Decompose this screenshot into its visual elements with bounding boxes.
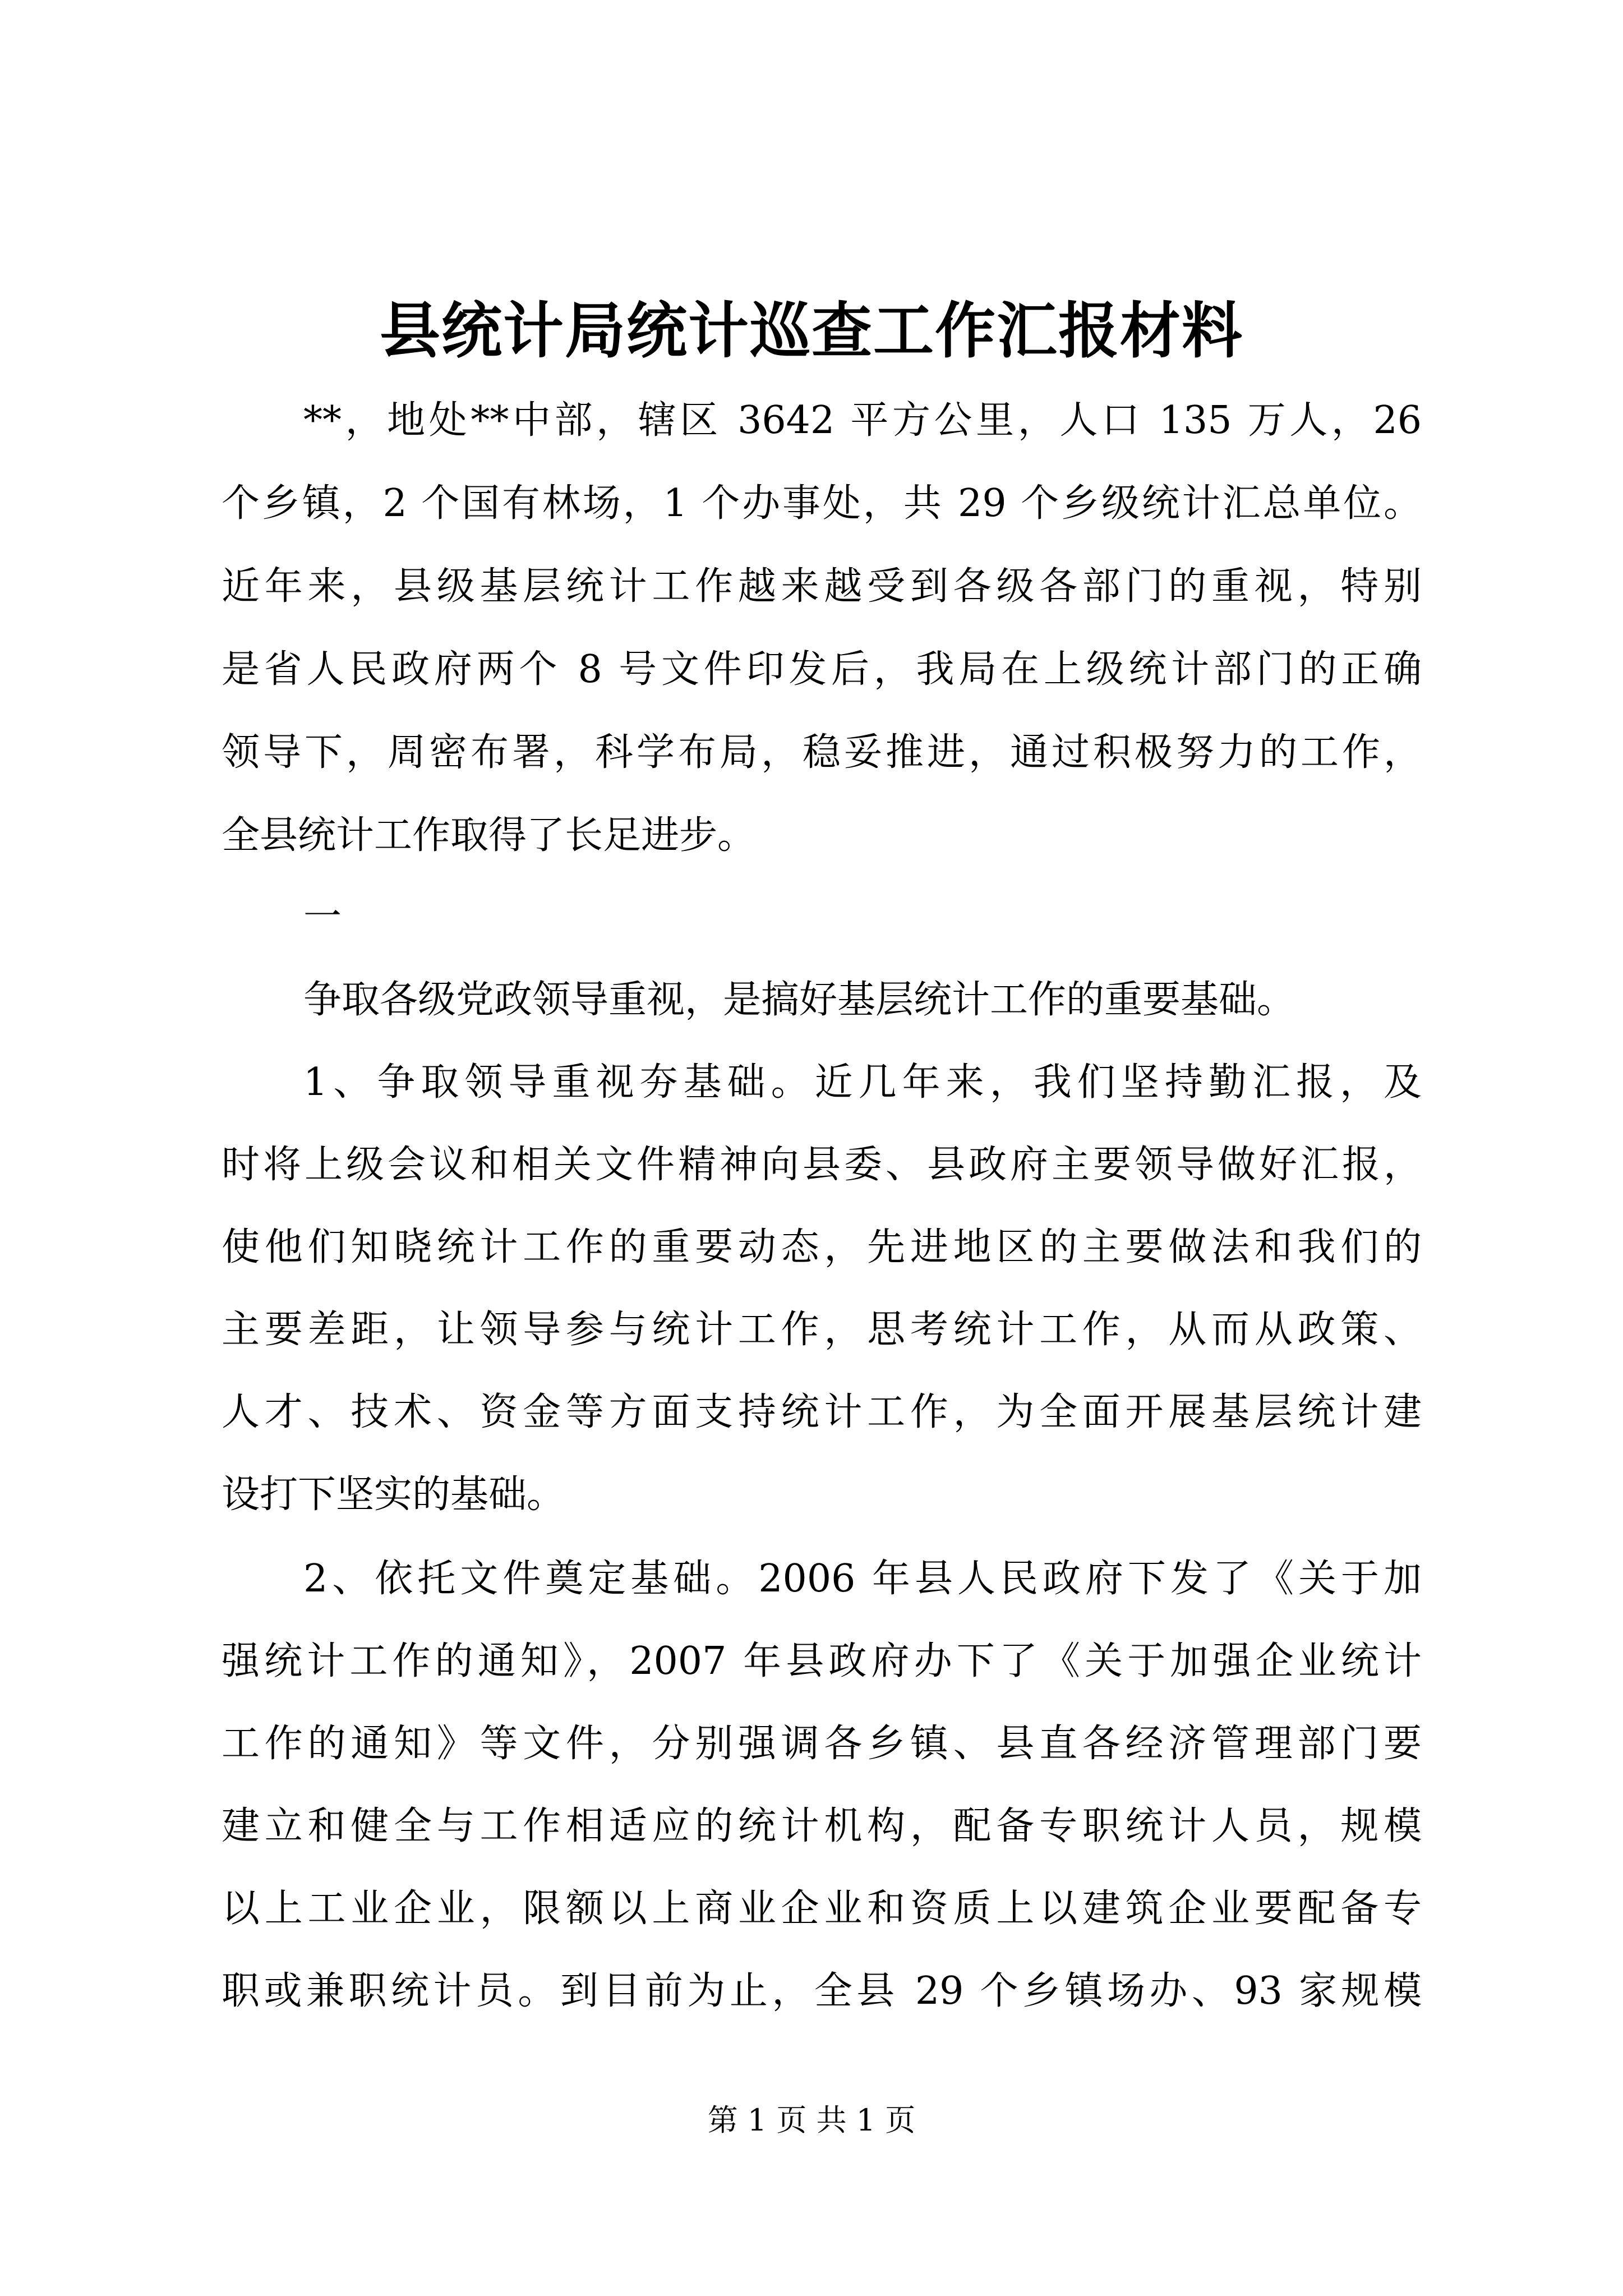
- paragraph-line: 工作的通知》等文件，分别强调各乡镇、县直各经济管理部门要: [222, 1722, 1422, 1766]
- paragraph-line: **，地处**中部，辖区 3642 平方公里，人口 135 万人，26: [303, 398, 1422, 443]
- paragraph-line: 近年来，县级基层统计工作越来越受到各级各部门的重视，特别: [222, 564, 1422, 609]
- paragraph-line: 设打下坚实的基础。: [222, 1473, 565, 1517]
- paragraph-line: 领导下，周密布署，科学布局，稳妥推进，通过积极努力的工作，: [222, 730, 1422, 775]
- paragraph-line: 职或兼职统计员。到目前为止，全县 29 个乡镇场办、93 家规模: [222, 1969, 1422, 2013]
- paragraph-line: 全县统计工作取得了长足进步。: [222, 813, 756, 858]
- paragraph-line: 2、依托文件奠定基础。2006 年县人民政府下发了《关于加: [303, 1557, 1422, 1601]
- paragraph-line: 争取各级党政领导重视，是搞好基层统计工作的重要基础。: [303, 978, 1295, 1022]
- paragraph-line: 人才、技术、资金等方面支持统计工作，为全面开展基层统计建: [222, 1390, 1422, 1434]
- paragraph-line: 1、争取领导重视夯基础。近几年来，我们坚持勤汇报，及: [303, 1060, 1422, 1105]
- paragraph-line: 以上工业企业，限额以上商业企业和资质上以建筑企业要配备专: [222, 1887, 1422, 1931]
- document-title: 县统计局统计巡查工作汇报材料: [379, 296, 1243, 366]
- page-number-footer: 第 1 页 共 1 页: [707, 2102, 916, 2138]
- paragraph-line: 是省人民政府两个 8 号文件印发后，我局在上级统计部门的正确: [222, 647, 1422, 692]
- paragraph-line: 时将上级会议和相关文件精神向县委、县政府主要领导做好汇报，: [222, 1143, 1422, 1187]
- paragraph-line: 强统计工作的通知》，2007 年县政府办下了《关于加强企业统计: [222, 1639, 1422, 1683]
- section-heading: 一: [303, 895, 342, 939]
- paragraph-line: 主要差距，让领导参与统计工作，思考统计工作，从而从政策、: [222, 1308, 1422, 1352]
- paragraph-line: 个乡镇，2 个国有林场，1 个办事处，共 29 个乡级统计汇总单位。: [222, 481, 1422, 526]
- paragraph-line: 使他们知晓统计工作的重要动态，先进地区的主要做法和我们的: [222, 1225, 1422, 1269]
- paragraph-line: 建立和健全与工作相适应的统计机构，配备专职统计人员，规模: [222, 1804, 1422, 1848]
